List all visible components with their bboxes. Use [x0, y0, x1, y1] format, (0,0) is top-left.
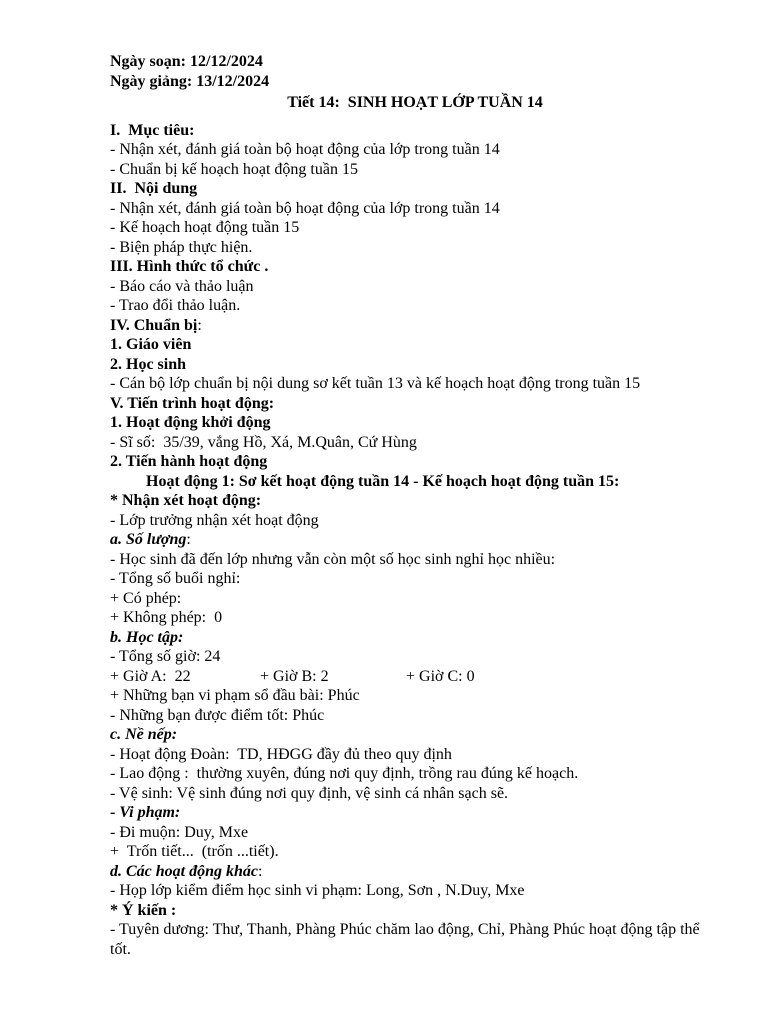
section-format-heading: III. Hình thức tổ chức . — [110, 258, 269, 275]
part-b-item: + Những bạn vi phạm sổ đầu bài: Phúc — [110, 687, 360, 704]
prep-date: Ngày soạn: 12/12/2024 — [110, 53, 263, 70]
review-heading: * Nhận xét hoạt động: — [110, 492, 262, 509]
part-c-item: - Hoạt động Đoàn: TD, HĐGG đầy đủ theo quy định — [110, 745, 452, 763]
opinion-heading: * Ý kiến : — [110, 901, 177, 919]
content-item: - Biện pháp thực hiện. — [110, 238, 253, 256]
student-subheading: 2. Học sinh — [110, 355, 187, 373]
part-a-item: + Có phép: — [110, 589, 182, 607]
document-title: Tiết 14: SINH HOẠT LỚP TUẦN 14 — [287, 94, 543, 111]
part-a-item: - Học sinh đã đến lớp nhưng vẫn còn một số học sinh nghỉ học nhiều: — [110, 550, 556, 568]
part-d-item: - Họp lớp kiểm điểm học sinh vi phạm: Long, Sơn , N.Duy, Mxe — [110, 882, 525, 899]
activity-title: Hoạt động 1: Sơ kết hoạt động tuần 14 - Kế hoạch hoạt động tuần 15: — [146, 472, 620, 490]
violation-heading-text: Vi phạm: — [119, 804, 181, 821]
part-a-heading-text: a. Số lượng — [110, 531, 187, 548]
grade-c-hours: + Giờ C: 0 — [406, 667, 475, 685]
violation-heading — [110, 803, 720, 823]
part-c-item: - Lao động : thường xuyên, đúng nơi quy định, trồng rau đúng kế hoạch. — [110, 765, 579, 782]
grade-b-hours: + Giờ B: 2 — [260, 667, 329, 685]
format-item: - Trao đổi thảo luận. — [110, 297, 241, 314]
lesson-plan-text — [110, 52, 720, 959]
content-item: - Kế hoạch hoạt động tuần 15 — [110, 219, 300, 236]
format-item: - Báo cáo và thảo luận — [110, 277, 254, 295]
part-a-heading — [110, 530, 720, 550]
attendance-item: - Sĩ số: 35/39, vắng Hồ, Xá, M.Quân, Cứ Hùng — [110, 433, 417, 451]
part-a-heading-colon: : — [186, 531, 191, 548]
part-c-item: - Vệ sinh: Vệ sinh đúng nơi quy định, vệ sinh cá nhân sạch sẽ. — [110, 784, 509, 802]
part-b-item: - Những bạn được điểm tốt: Phúc — [110, 706, 325, 724]
part-a-item: + Không phép: 0 — [110, 609, 223, 626]
student-prep-item: - Cán bộ lớp chuẩn bị nội dung sơ kết tuần 13 và kế hoạch hoạt động trong tuần 15 — [110, 375, 641, 392]
violation-dash: - — [110, 804, 120, 821]
violation-item: + Trốn tiết... (trốn ...tiết). — [110, 843, 279, 860]
grade-a-hours: + Giờ A: 22 — [110, 667, 191, 685]
part-b-heading: b. Học tập: — [110, 628, 184, 646]
objectives-item: - Nhận xét, đánh giá toàn bộ hoạt động của lớp trong tuần 14 — [110, 141, 500, 158]
violation-item: - Đi muộn: Duy, Mxe — [110, 823, 249, 841]
section-process-heading: V. Tiến trình hoạt động: — [110, 394, 275, 412]
hours-grades-row — [110, 667, 720, 687]
part-d-heading-colon: : — [258, 862, 263, 880]
total-hours: - Tổng số giờ: 24 — [110, 648, 221, 665]
opinion-item: - Tuyên dương: Thư, Thanh, Phàng Phúc chăm lao động, Chỉ, Phàng Phúc hoạt động tập thể tốt. — [110, 921, 700, 958]
content-item: - Nhận xét, đánh giá toàn bộ hoạt động của lớp trong tuần 14 — [110, 199, 500, 217]
preparation-heading-text: IV. Chuẩn bị — [110, 316, 198, 334]
section-objectives-heading: I. Mục tiêu: — [110, 121, 195, 139]
section-preparation-heading — [110, 316, 720, 336]
part-a-item: - Tổng số buổi nghỉ: — [110, 570, 241, 587]
part-d-heading — [110, 862, 720, 882]
review-item: - Lớp trưởng nhận xét hoạt động — [110, 511, 319, 529]
warmup-subheading: 1. Hoạt động khởi động — [110, 414, 271, 431]
part-c-heading: c. Nề nếp: — [110, 726, 178, 743]
teach-date: Ngày giảng: 13/12/2024 — [110, 72, 270, 90]
teacher-subheading: 1. Giáo viên — [110, 336, 192, 353]
section-content-heading: II. Nội dung — [110, 180, 198, 197]
conduct-subheading: 2. Tiến hành hoạt động — [110, 453, 268, 470]
preparation-heading-colon: : — [197, 316, 202, 334]
objectives-item: - Chuẩn bị kế hoạch hoạt động tuần 15 — [110, 160, 358, 178]
part-d-heading-text: d. Các hoạt động khác — [110, 862, 259, 880]
